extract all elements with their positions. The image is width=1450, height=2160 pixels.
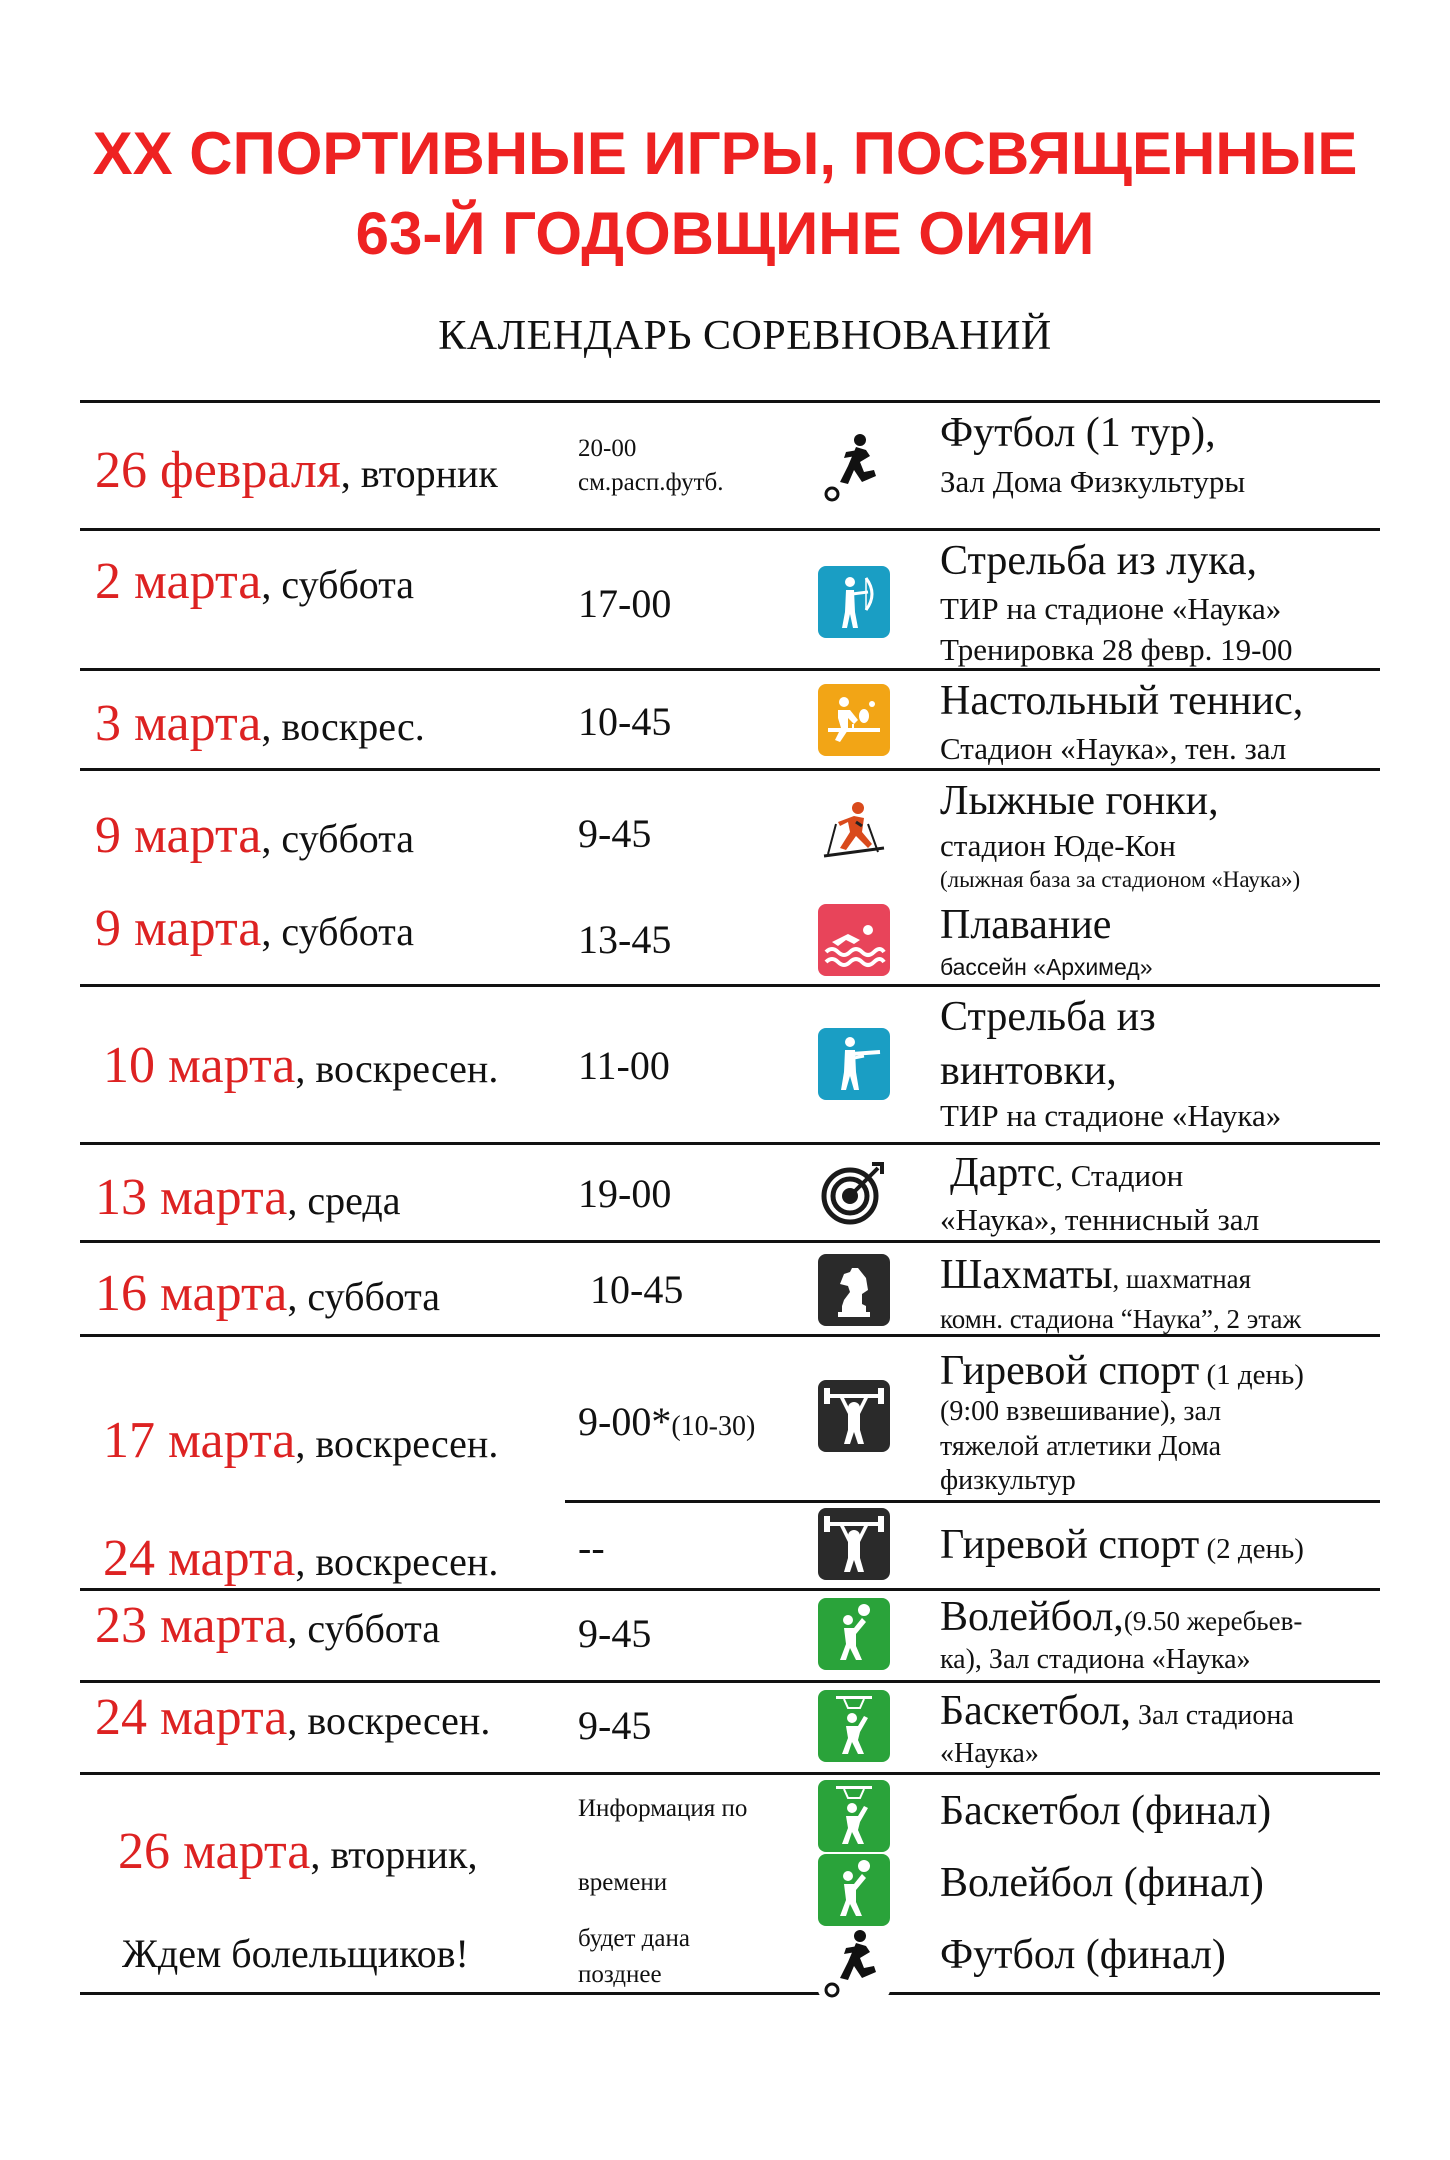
date-text: 17 марта [103,1412,296,1469]
event-date [95,695,425,752]
fans-invitation: Ждем болельщиков! [122,1931,469,1976]
darts-icon [818,1156,890,1228]
sport-name: Лыжные гонки, [940,778,1219,824]
skiing-icon [818,794,890,866]
page-title-line-2: 63-Й ГОДОВЩИНЕ ОИЯИ [355,200,1095,267]
venue: Зал стадиона [1131,1700,1294,1731]
divider [80,1772,1380,1775]
sport-name-cont: винтовки, [940,1048,1117,1094]
sport-name: Гиревой спорт [940,1522,1200,1568]
final-basketball: Баскетбол (финал) [940,1788,1272,1834]
event-title [940,1350,1304,1392]
sport-name: Стрельба из [940,994,1156,1040]
date-text: 9 марта [95,900,262,957]
date-text: 23 марта [95,1597,288,1654]
date-text: 16 марта [95,1265,288,1322]
venue-cont: «Наука», теннисный зал [940,1202,1260,1237]
event-time: 9-45 [578,1703,652,1748]
venue: ТИР на стадионе «Наука» [940,1098,1282,1133]
divider [80,1240,1380,1243]
final-football: Футбол (финал) [940,1932,1226,1978]
sport-name: Гиревой спорт [940,1348,1200,1394]
event-date [103,1037,499,1094]
date-text: 10 марта [103,1037,296,1094]
event-title [940,1254,1251,1296]
swimming-icon [818,904,890,976]
basketball-icon [818,1780,890,1852]
basketball-icon [818,1690,890,1762]
event-time: 20-00 [578,435,637,462]
time-info: Информация по [578,1795,748,1822]
volleyball-icon [818,1854,890,1926]
weekday-text: , среда [287,1178,401,1223]
event-title [940,1524,1304,1566]
weekday-text: , вторник [340,451,498,496]
divider [80,984,1380,987]
chess-icon [818,1254,890,1326]
final-volleyball: Волейбол (финал) [940,1860,1264,1906]
event-date [95,807,414,864]
event-time: 9-45 [578,1611,652,1656]
venue-cont: ка), Зал стадиона «Наука» [940,1644,1251,1675]
event-date [95,442,498,499]
event-title [950,1152,1183,1194]
divider [80,528,1380,531]
venue: (9.50 жеребьев- [1123,1606,1303,1636]
divider [80,1334,1380,1337]
event-date [95,1265,440,1322]
venue: Стадион «Наука», тен. зал [940,731,1287,766]
event-time: 11-00 [578,1043,670,1088]
event-time: 10-45 [590,1267,684,1312]
venue: (9:00 взвешивание), зал [940,1396,1222,1427]
event-date [95,553,414,610]
event-time: -- [578,1525,605,1570]
sport-note: (1 день) [1199,1359,1304,1391]
training-note: Тренировка 28 февр. 19-00 [940,632,1293,667]
date-text: 26 марта [118,1823,311,1880]
weekday-text: , воскресен. [287,1698,491,1743]
venue: ТИР на стадионе «Наука» [940,591,1282,626]
weightlifting-icon [818,1380,890,1452]
divider [80,1992,1380,1995]
event-time-note: см.расп.футб. [578,469,724,496]
venue: стадион Юде-Кон [940,828,1176,863]
weekday-text: , воскрес. [261,704,425,749]
venue-note: (лыжная база за стадионом «Наука») [940,867,1301,892]
football-icon [818,1926,890,1998]
archery-icon [818,566,890,638]
sport-note: (2 день) [1199,1533,1304,1565]
event-date [103,1412,499,1469]
venue-cont: тяжелой атлетики Дома [940,1431,1222,1462]
event-title [940,1596,1302,1638]
weekday-text: , воскресен. [295,1421,499,1466]
event-date [95,1689,491,1746]
venue-cont: комн. стадиона “Наука”, 2 этаж [940,1304,1302,1334]
weekday-text: , суббота [261,816,414,861]
date-text: 2 марта [95,553,262,610]
calendar-subtitle: КАЛЕНДАРЬ СОРЕВНОВАНИЙ [438,313,1052,359]
divider [80,1142,1380,1145]
venue: бассейн «Архимед» [940,954,1153,980]
weekday-text: , суббота [287,1274,440,1319]
venue-cont: физкультур [940,1465,1076,1496]
event-time: 9-45 [578,811,652,856]
weekday-text: , суббота [261,909,414,954]
time-text: 9-00* [578,1399,672,1444]
sport-name: Волейбол, [940,1594,1124,1640]
divider [80,668,1380,671]
event-date [95,900,414,957]
sport-name: Настольный теннис, [940,678,1304,724]
event-time [578,1399,756,1444]
event-title [940,1690,1294,1732]
weekday-text: , воскресен. [295,1539,499,1584]
page-title-line-1: XX СПОРТИВНЫЕ ИГРЫ, ПОСВЯЩЕННЫЕ [92,120,1358,187]
weekday-text: , вторник, [310,1832,478,1877]
sport-name: Шахматы [940,1252,1113,1298]
sport-name: Футбол (1 тур), [940,410,1216,456]
time-note: (10-30) [671,1411,756,1442]
table-tennis-icon [818,684,890,756]
football-icon [818,430,890,502]
time-info-cont: времени [578,1869,668,1896]
time-info-cont: позднее [578,1961,662,1988]
divider [80,768,1380,771]
venue-cont: «Наука» [940,1738,1039,1769]
event-date [118,1823,478,1880]
rifle-shooting-icon [818,1028,890,1100]
weightlifting-icon [818,1508,890,1580]
divider [80,400,1380,403]
divider [80,1588,1380,1591]
divider [565,1500,1380,1503]
date-text: 24 марта [103,1530,296,1587]
date-text: 13 марта [95,1169,288,1226]
event-time: 13-45 [578,917,672,962]
event-time: 17-00 [578,581,672,626]
event-date [95,1597,440,1654]
weekday-text: , воскресен. [295,1046,499,1091]
sport-name: Дартс [950,1150,1056,1196]
date-text: 24 марта [95,1689,288,1746]
volleyball-icon [818,1598,890,1670]
event-time: 10-45 [578,699,672,744]
sport-name: Стрельба из лука, [940,538,1258,584]
weekday-text: , суббота [261,562,414,607]
venue: , Стадион [1055,1158,1184,1193]
venue: , шахматная [1112,1264,1252,1294]
time-info-cont: будет дана [578,1925,690,1952]
sport-name: Баскетбол, [940,1688,1132,1734]
date-text: 26 февраля [95,442,341,499]
event-date [95,1169,401,1226]
event-date [103,1530,499,1587]
event-time: 19-00 [578,1171,672,1216]
date-text: 9 марта [95,807,262,864]
venue: Зал Дома Физкультуры [940,464,1246,499]
sport-name: Плавание [940,902,1112,948]
date-text: 3 марта [95,695,262,752]
weekday-text: , суббота [287,1606,440,1651]
divider [80,1680,1380,1683]
